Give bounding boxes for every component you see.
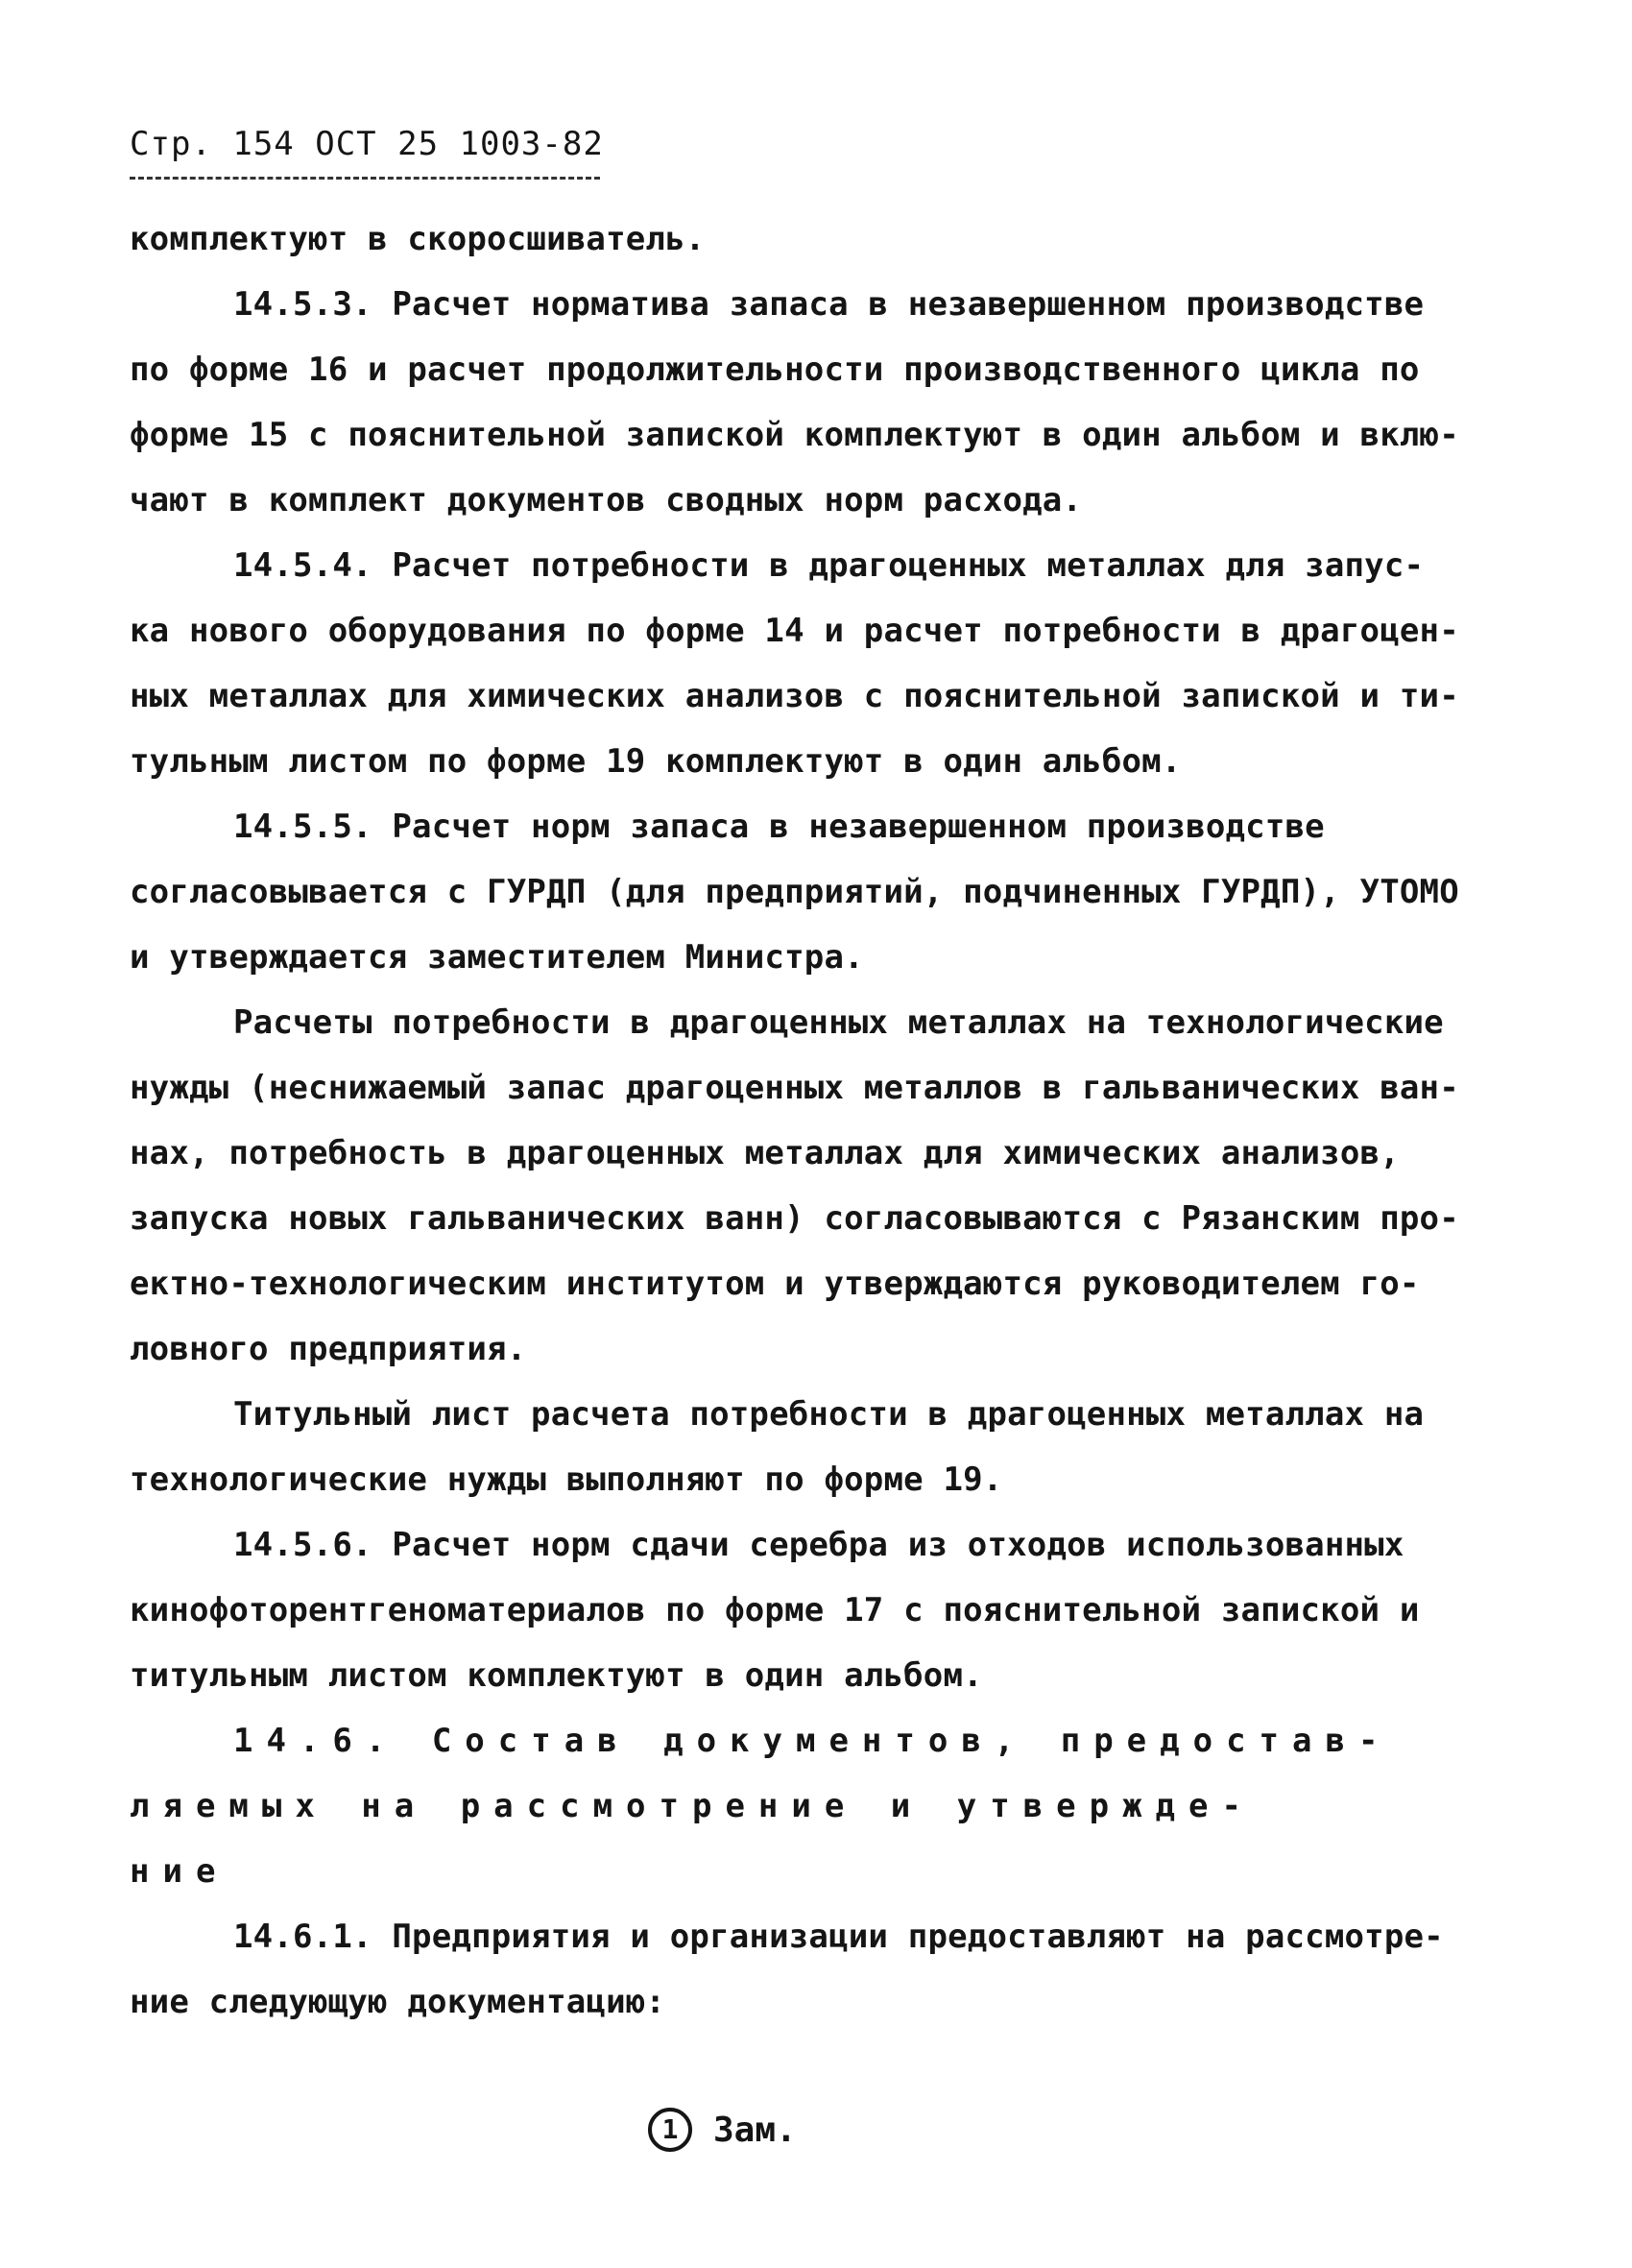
text-line: 14.6.1. Предприятия и организации предоставляют на рассмотре- <box>233 1918 1444 1956</box>
text-line: запуска новых гальванических ванн) согласовываются с Рязанским про- <box>130 1199 1459 1238</box>
change-label: Зам. <box>713 2110 797 2150</box>
text-line: кинофоторентгеноматериалов по форме 17 с пояснительной запиской и <box>130 1591 1420 1629</box>
section-heading-line: 14.6. Состав документов, предостав- <box>233 1722 1392 1760</box>
text-line: титульным листом комплектуют в один альбом. <box>130 1656 983 1695</box>
text-line: нах, потребность в драгоценных металлах для химических анализов, <box>130 1134 1400 1172</box>
text-line: чают в комплект документов сводных норм расхода. <box>130 481 1083 519</box>
text-line: 14.5.3. Расчет норматива запаса в незавершенном производстве <box>233 285 1425 324</box>
change-number-circle: 1 <box>648 2108 692 2152</box>
text-line: и утверждается заместителем Министра. <box>130 938 864 977</box>
text-line: форме 15 с пояснительной запиской комплектуют в один альбом и вклю- <box>130 416 1459 454</box>
text-line: Титульный лист расчета потребности в драгоценных металлах на <box>233 1395 1425 1434</box>
text-line: Расчеты потребности в драгоценных металлах на технологические <box>233 1003 1444 1042</box>
change-mark <box>648 2108 797 2152</box>
text-line: ных металлах для химических анализов с пояснительной запиской и ти- <box>130 677 1459 715</box>
text-line: 14.5.4. Расчет потребности в драгоценных металлах для запус- <box>233 546 1425 585</box>
text-line: технологические нужды выполняют по форме 19. <box>130 1460 1003 1499</box>
text-line: 14.5.6. Расчет норм сдачи серебра из отходов использованных <box>233 1526 1404 1564</box>
body-text <box>130 206 1526 2035</box>
text-line: ка нового оборудования по форме 14 и расчет потребности в драгоцен- <box>130 612 1459 650</box>
text-line: ловного предприятия. <box>130 1330 527 1368</box>
text-line: нужды (неснижаемый запас драгоценных металлов в гальванических ван- <box>130 1069 1459 1107</box>
page-header: Стр. 154 ОСТ 25 1003-82 <box>130 125 604 163</box>
text-line: ектно-технологическим институтом и утверждаются руководителем го- <box>130 1265 1420 1303</box>
text-line: тульным листом по форме 19 комплектуют в один альбом. <box>130 742 1182 781</box>
text-line: ние следующую документацию: <box>130 1983 666 2021</box>
section-heading-line: ние <box>130 1852 229 1891</box>
text-line: комплектуют в скоросшиватель. <box>130 220 706 258</box>
header-underline <box>130 177 600 180</box>
section-heading-line: ляемых на рассмотрение и утвержде- <box>130 1787 1255 1825</box>
text-line: 14.5.5. Расчет норм запаса в незавершенном производстве <box>233 808 1325 846</box>
text-line: согласовывается с ГУРДП (для предприятий, подчиненных ГУРДП), УТОМО <box>130 873 1459 911</box>
text-line: по форме 16 и расчет продолжительности производственного цикла по <box>130 350 1420 389</box>
